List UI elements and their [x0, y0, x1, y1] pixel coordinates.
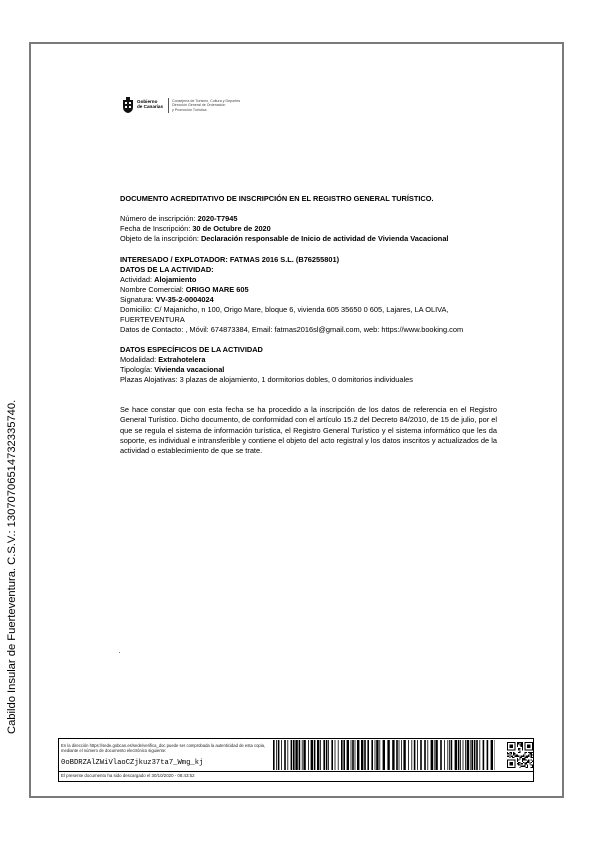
document-title: DOCUMENTO ACREDITATIVO DE INSCRIPCIÓN EN EL REGISTRO GENERAL TURÍSTICO.	[120, 194, 434, 203]
reg-object-value: Declaración responsable de Inicio de actividad de Vivienda Vacacional	[200, 234, 449, 243]
statement-paragraph: Se hace constar que con esta fecha se ha procedido a la inscripción de los datos de referencia en el Registro General Turístico. Dicho documento, de conformidad con el artículo 15.2 del Decreto 84/2010, de 15 de julio, por el que se regula el sistema de información turística, el Registro General Turístico y el sistema informático que les da soporte, es individual e intransferible y contiene el objeto del acto registral y los datos inscritos y actualizados de la actividad o establecimiento de que se trate.	[120, 405, 497, 456]
activity-label: Actividad:	[120, 275, 155, 284]
qr-code-icon	[507, 742, 533, 768]
verification-footer	[58, 738, 534, 782]
gov-name	[137, 99, 167, 109]
reg-number-label: Número de inscripción:	[120, 214, 198, 223]
footer-divider	[59, 771, 533, 772]
registration-block	[120, 214, 500, 244]
modality-value: Extrahotelera	[158, 355, 206, 364]
dept-line: y Promoción Turística	[172, 107, 207, 112]
activity-block	[120, 255, 500, 335]
interested-line: INTERESADO / EXPLOTADOR: FATMAS 2016 S.L. (B76255801)	[120, 255, 340, 264]
trade-name-value: ORIGO MARE 605	[185, 285, 249, 294]
barcode-icon	[273, 740, 495, 770]
dept-line: Consejería de Turismo, Cultura y Deportes	[172, 99, 241, 103]
csv-side-text: Cabildo Insular de Fuerteventura. C.S.V.: 13070706514732335740.	[6, 399, 18, 734]
typology-label: Tipología:	[120, 365, 155, 374]
address-line: FUERTEVENTURA	[120, 315, 185, 324]
department-name	[172, 99, 240, 112]
signature-value: VV-35-2-0004024	[155, 295, 214, 304]
gov-name-line: de Canarias	[137, 104, 164, 110]
reg-object-label: Objeto de la inscripción:	[120, 234, 201, 243]
csv-code[interactable]: 0oBDRZAlZWiVlaoCZjkuz37ta7_Wmg_kj	[61, 759, 204, 767]
page-mark	[119, 652, 120, 653]
address-line: Domicilio: C/ Majanicho, n 100, Origo Mare, bloque 6, vivienda 605 35650 0 605, Lajares, LA OLIVA,	[120, 305, 449, 314]
activity-heading: DATOS DE LA ACTIVIDAD:	[120, 265, 214, 274]
logo-divider	[168, 98, 169, 113]
places-line: Plazas Alojativas: 3 plazas de alojamiento, 1 dormitorios dobles, 0 domitorios individuales	[120, 375, 413, 384]
trade-name-label: Nombre Comercial:	[120, 285, 186, 294]
modality-label: Modalidad:	[120, 355, 159, 364]
reg-date-label: Fecha de Inscripción:	[120, 224, 193, 233]
verification-top	[59, 739, 533, 771]
typology-value: Vivienda vacacional	[154, 365, 225, 374]
dept-line: Dirección General de Ordenación	[172, 103, 226, 108]
verification-text: En la dirección https://sede.gobcan.es/sede/verifica_doc puede ser comprobada la autenticidad de esta copia, mediante el número de documento electrónico siguiente:	[61, 743, 266, 753]
reg-date-value: 30 de Octubre de 2020	[192, 224, 271, 233]
gov-name-line: Gobierno	[137, 99, 158, 104]
reg-number-value: 2020-T7945	[197, 214, 238, 223]
contact-line: Datos de Contacto: , Móvil: 674873384, Email: fatmas2016sl@gmail.com, web: https://www.booking.com	[120, 325, 464, 334]
signature-label: Signatura:	[120, 295, 156, 304]
download-timestamp: El presente documento ha sido descargado el 30/10/2020 - 08:43:52	[61, 773, 195, 778]
specific-heading: DATOS ESPECÍFICOS DE LA ACTIVIDAD	[120, 345, 263, 354]
specific-block	[120, 345, 500, 385]
coat-of-arms-icon	[122, 97, 134, 113]
activity-value: Alojamiento	[154, 275, 197, 284]
